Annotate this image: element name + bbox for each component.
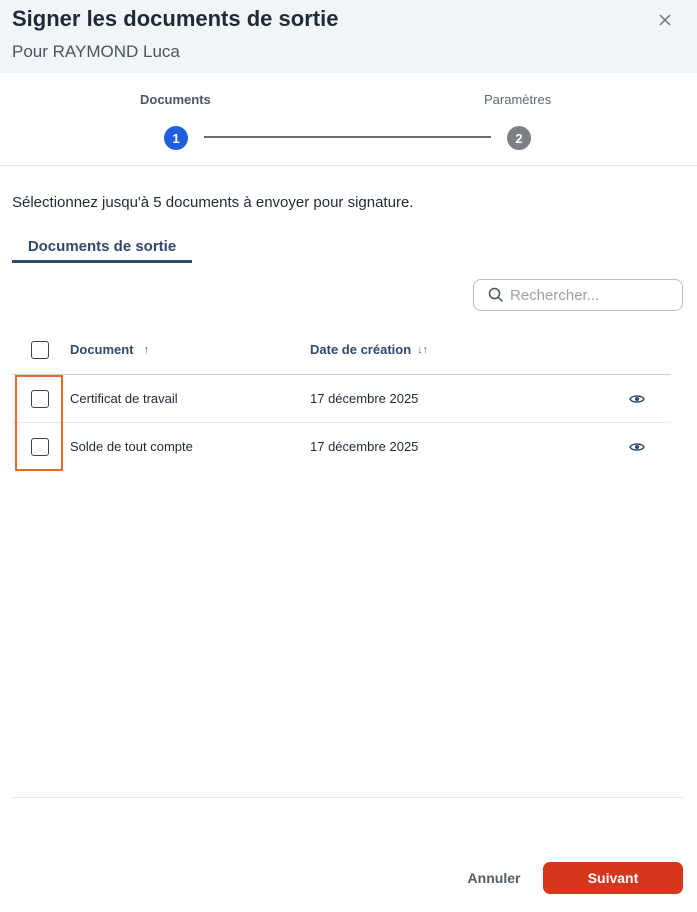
dialog-subtitle: Pour RAYMOND Luca: [12, 42, 180, 61]
row-divider: [12, 422, 671, 423]
stepper: [0, 73, 697, 166]
dialog-header: [0, 0, 697, 73]
eye-icon[interactable]: [629, 441, 645, 453]
creation-date: 17 décembre 2025: [310, 439, 419, 454]
search-input[interactable]: [510, 287, 670, 304]
step-2-indicator: 2: [507, 126, 531, 150]
document-name: Solde de tout compte: [70, 439, 193, 454]
sort-ascending-icon: ↑: [143, 343, 150, 356]
footer-divider: [12, 797, 683, 798]
document-name: Certificat de travail: [70, 391, 178, 406]
column-header-document[interactable]: [70, 342, 149, 357]
column-header-document-label: Document: [70, 342, 134, 357]
column-header-date-label: Date de création: [310, 342, 412, 357]
tab-documents-de-sortie[interactable]: Documents de sortie: [12, 236, 192, 263]
table-header-divider: [12, 374, 671, 375]
step-connector: [204, 136, 491, 138]
step-documents-label: Documents: [140, 92, 211, 107]
eye-icon[interactable]: [629, 393, 645, 405]
step-1-indicator: 1: [164, 126, 188, 150]
close-button[interactable]: [652, 8, 678, 32]
step-parametres-label: Paramètres: [484, 92, 552, 107]
dialog-title: Signer les documents de sortie: [12, 6, 339, 31]
sort-both-icon: ↓↑: [417, 343, 429, 356]
creation-date: 17 décembre 2025: [310, 391, 419, 406]
checkbox-highlight: [15, 375, 63, 471]
search-icon: [488, 287, 504, 303]
instruction-text: Sélectionnez jusqu'à 5 documents à envoyer pour signature.: [12, 194, 414, 211]
search-box[interactable]: [473, 279, 683, 311]
cancel-button[interactable]: Annuler: [455, 862, 533, 894]
close-icon: [659, 14, 671, 26]
next-button[interactable]: Suivant: [543, 862, 683, 894]
select-all-checkbox[interactable]: [31, 341, 49, 359]
column-header-date[interactable]: [310, 342, 428, 357]
